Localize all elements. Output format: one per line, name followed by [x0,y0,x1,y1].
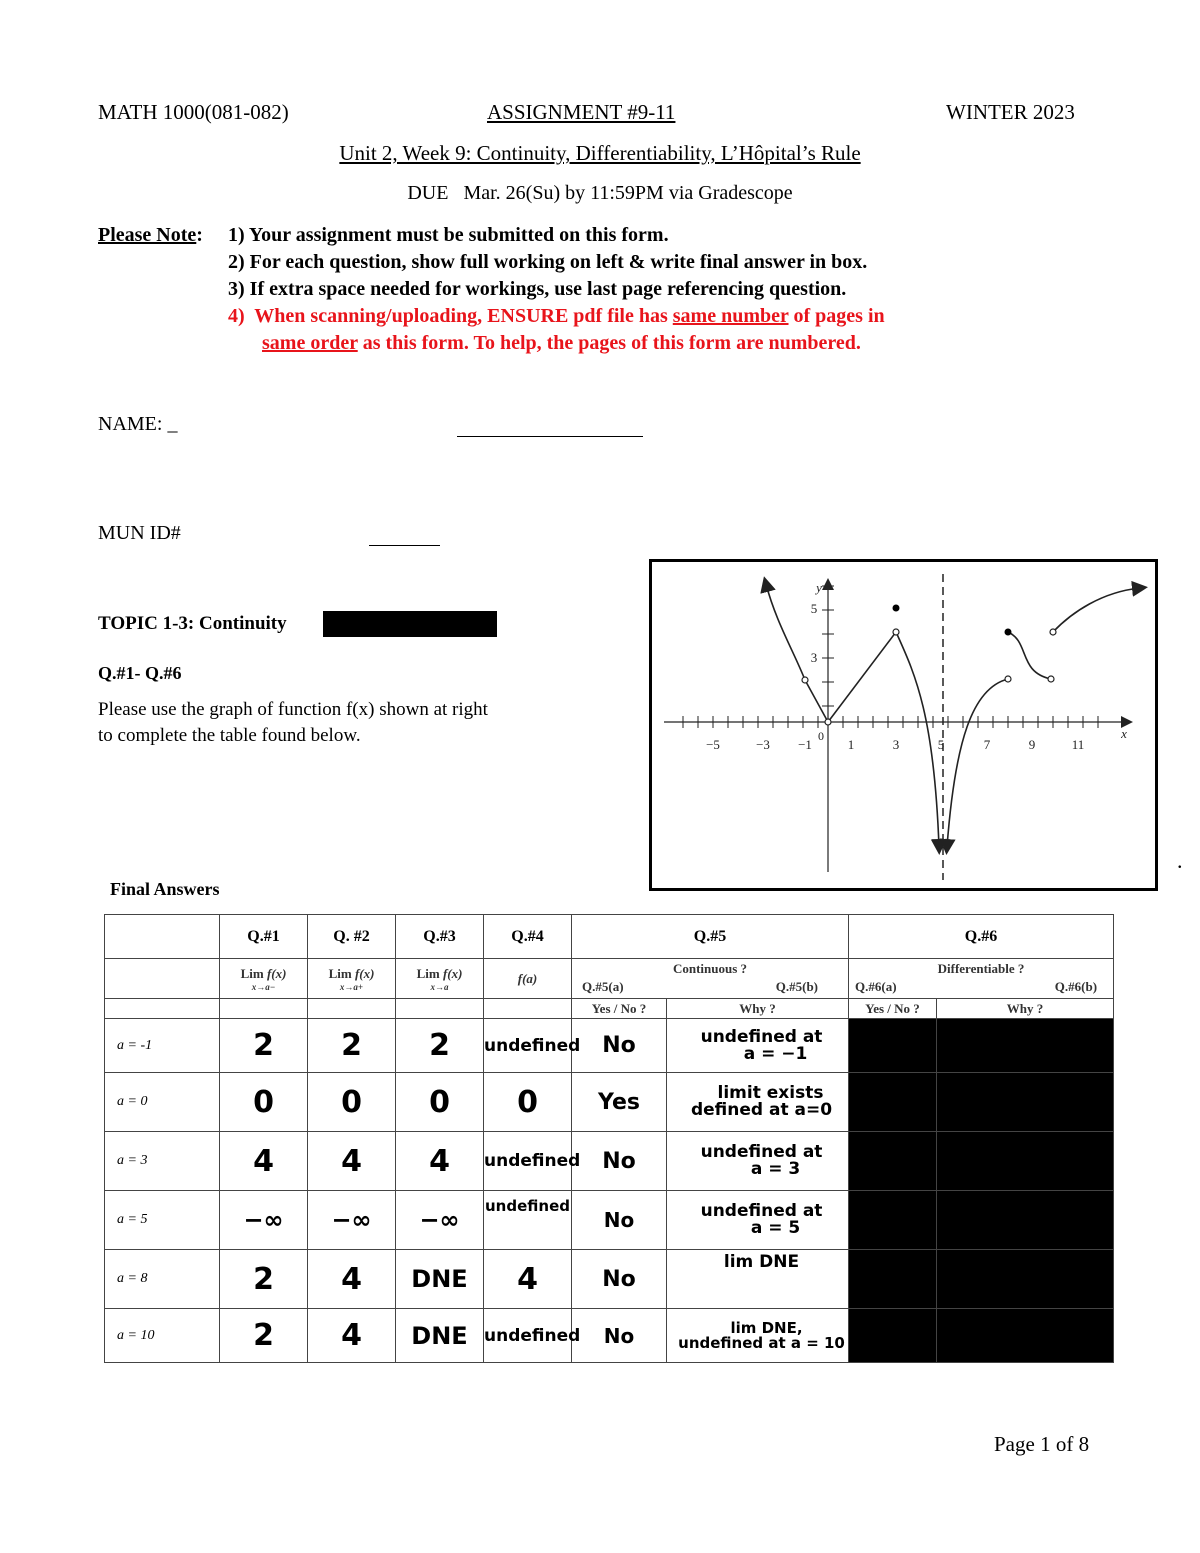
answer-cell[interactable]: 2 [308,1019,396,1073]
q6a-label: Q.#6(a) [855,979,897,994]
why-line: a = 3 [750,1159,801,1179]
q6b-label: Q.#6(b) [1054,979,1098,994]
y-tick-label: 5 [810,601,818,616]
why-cell[interactable] [667,1250,849,1309]
answer-cell[interactable]: 4 [308,1309,396,1363]
note-3: 3) If extra space needed for workings, use last page referencing question. [228,278,847,300]
instruction-line-2: to complete the table found below. [98,725,361,746]
lim-right-header [308,959,396,999]
redacted-cell [849,1073,937,1132]
answer-cell[interactable]: 4 [484,1250,572,1309]
q3-header: Q.#3 [396,915,484,959]
y-axis-label: y [816,580,822,595]
sub-right-text: x→a+ [339,981,364,992]
redacted-cell [937,1309,1114,1363]
answer-cell[interactable]: 0 [220,1073,308,1132]
answer-cell[interactable]: 4 [396,1132,484,1191]
x-tick-label: 1 [847,737,855,752]
why-line: undefined at [700,1026,823,1047]
why-cell[interactable] [667,1191,849,1250]
open-point [893,629,899,635]
note-4 [228,305,885,328]
table-header-row [105,915,1114,959]
q6-header: Q.#6 [849,915,1114,959]
why-cell[interactable] [667,1132,849,1191]
lim-text: Lim [328,965,352,981]
blank-cell [308,999,396,1019]
redacted-cell [937,1250,1114,1309]
answer-cell[interactable]: 0 [308,1073,396,1132]
blank-cell [220,999,308,1019]
table-row [105,1309,1114,1363]
assignment-title: ASSIGNMENT #9-11 [487,100,676,124]
answer-cell[interactable]: −∞ [308,1191,396,1250]
q5-header: Q.#5 [572,915,849,959]
segment-to-peak [828,632,896,722]
table-row [105,1073,1114,1132]
why-line: a = −1 [743,1043,808,1064]
note-4-mid: of pages in [788,305,885,327]
curve-down-right [947,679,1008,847]
row-label: a = 0 [105,1073,220,1132]
redacted-block [323,611,497,637]
x-tick-label: 5 [937,737,945,752]
why-line: defined at a=0 [690,1100,833,1120]
answer-cell[interactable]: No [572,1132,667,1191]
answer-cell[interactable]: 2 [220,1019,308,1073]
open-point [1048,676,1054,682]
blank-cell [484,999,572,1019]
answer-cell[interactable]: 4 [308,1132,396,1191]
filled-point [893,605,900,612]
corner-cell [105,915,220,959]
answer-cell[interactable]: No [572,1019,667,1073]
fx-text: f(x) [442,965,463,981]
x-tick-label: 7 [983,737,991,752]
question-range: Q.#1- Q.#6 [98,663,182,683]
note-4-underline-2: same order [262,332,358,354]
table-subheader-row [105,959,1114,999]
answer-cell[interactable]: undefined [484,1309,572,1363]
differentiable-header [849,959,1114,999]
answer-cell[interactable]: undefined [484,1132,572,1191]
answer-cell[interactable]: 2 [220,1309,308,1363]
q2-header: Q. #2 [308,915,396,959]
why-cell[interactable] [667,1309,849,1363]
note-4-cont [262,332,861,355]
name-label: NAME: _ [98,413,178,435]
final-answers-label: Final Answers [110,879,220,899]
why-line: a = 5 [750,1218,801,1238]
q5a-yesno-header: Yes / No ? [572,999,667,1019]
blank-cell [105,959,220,999]
answers-table [104,914,1114,1363]
answer-cell[interactable]: DNE [396,1250,484,1309]
q4-header: Q.#4 [484,915,572,959]
answer-cell[interactable]: Yes [572,1073,667,1132]
x-tick-label: 0 [818,729,824,743]
topic-title: TOPIC 1-3: Continuity [98,613,287,634]
q6a-yesno-header: Yes / No ? [849,999,937,1019]
lim-text: Lim [416,965,440,981]
redacted-cell [937,1132,1114,1191]
note-4-prefix: 4) When scanning/uploading, ENSURE pdf file has [228,305,673,327]
redacted-cell [937,1073,1114,1132]
redacted-cell [849,1309,937,1363]
x-axis-label: x [1121,726,1127,741]
redacted-cell [937,1191,1114,1250]
row-label: a = 8 [105,1250,220,1309]
segment-to-origin [805,680,828,722]
table-yesno-row [105,999,1114,1019]
why-line: undefined at [700,1142,823,1162]
redacted-cell [937,1019,1114,1073]
table-row [105,1191,1114,1250]
why-line: lim DNE, [730,1318,803,1337]
answer-cell[interactable]: No [572,1191,667,1250]
stray-dot: . [1177,848,1183,873]
due-date: DUE Mar. 26(Su) by 11:59PM via Gradescope [407,182,793,204]
function-graph-frame [649,559,1158,891]
fa-header [484,959,572,999]
filled-point [1005,629,1012,636]
answer-cell[interactable]: No [572,1309,667,1363]
answer-cell[interactable]: 2 [220,1250,308,1309]
answer-cell[interactable]: −∞ [396,1191,484,1250]
lim-left-header [220,959,308,999]
q1-header: Q.#1 [220,915,308,959]
blank-cell [105,999,220,1019]
note-4-underline-1: same number [672,305,789,327]
answer-cell[interactable]: DNE [396,1309,484,1363]
q5a-label: Q.#5(a) [582,979,624,994]
open-point [1050,629,1056,635]
mun-field[interactable] [369,545,440,546]
continuous-header [572,959,849,999]
open-point [802,677,808,683]
why-line: undefined at [700,1201,823,1221]
notes-label-text: Please Note [98,224,197,246]
note-4-suffix: as this form. To help, the pages of this form are numbered. [357,332,861,354]
term: WINTER 2023 [946,100,1075,124]
mun-label: MUN ID# [98,522,181,544]
answer-cell[interactable]: undefined [484,1019,572,1073]
why-cell[interactable] [667,1019,849,1073]
redacted-cell [849,1132,937,1191]
answer-cell[interactable]: 0 [484,1073,572,1132]
x-tick-label: −3 [756,737,770,752]
x-tick-label: −5 [706,737,720,752]
function-graph [652,562,1155,888]
row-label: a = 3 [105,1132,220,1191]
table-row [105,1019,1114,1073]
x-tick-label: 11 [1071,737,1085,752]
blank-cell [396,999,484,1019]
curve-left [766,584,805,680]
answer-cell[interactable]: undefined [484,1191,572,1250]
table-row [105,1250,1114,1309]
lim-header [396,959,484,999]
answer-cell[interactable]: 4 [308,1250,396,1309]
why-line: limit exists [717,1083,824,1103]
curve-down-left [896,632,939,847]
sub-left-text: x→a− [251,981,276,992]
curve-middle [1008,632,1051,679]
fx-text: f(x) [266,965,287,981]
row-label: a = -1 [105,1019,220,1073]
sub-both-text: x→a [430,981,449,992]
curve-right [1053,588,1140,632]
q5b-why-header: Why ? [667,999,849,1019]
why-line: lim DNE [723,1252,800,1272]
answer-cell[interactable]: 4 [220,1132,308,1191]
page-number: Page 1 of 8 [994,1432,1090,1456]
notes-label: Please Note: [98,224,203,246]
why-line: undefined at a = 10 [678,1333,845,1352]
y-tick-label: 3 [810,650,818,665]
lim-text: Lim [240,965,264,981]
open-point [825,719,831,725]
answer-cell[interactable]: −∞ [220,1191,308,1250]
fx-text: f(x) [354,965,375,981]
why-cell[interactable] [667,1073,849,1132]
table-row [105,1132,1114,1191]
x-tick-label: 3 [892,737,900,752]
answer-cell[interactable]: 0 [396,1073,484,1132]
unit-title: Unit 2, Week 9: Continuity, Differentiability, L’Hôpital’s Rule [339,141,861,165]
course-code: MATH 1000(081-082) [98,100,289,124]
instruction-line-1: Please use the graph of function f(x) shown at right [98,699,488,720]
note-1: 1) Your assignment must be submitted on this form. [228,224,669,246]
name-field[interactable] [457,436,643,437]
row-label: a = 10 [105,1309,220,1363]
x-tick-label: −1 [798,737,812,752]
note-2: 2) For each question, show full working on left & write final answer in box. [228,251,868,273]
row-label: a = 5 [105,1191,220,1250]
answer-cell[interactable]: No [572,1250,667,1309]
x-tick-label: 9 [1028,737,1036,752]
redacted-cell [849,1191,937,1250]
open-point [1005,676,1011,682]
answer-cell[interactable]: 2 [396,1019,484,1073]
redacted-cell [849,1250,937,1309]
q5b-label: Q.#5(b) [775,979,819,994]
continuous-label: Continuous ? [672,961,748,976]
differentiable-label: Differentiable ? [937,961,1025,976]
fa-text: f(a) [517,970,538,986]
q6b-why-header: Why ? [937,999,1114,1019]
redacted-cell [849,1019,937,1073]
